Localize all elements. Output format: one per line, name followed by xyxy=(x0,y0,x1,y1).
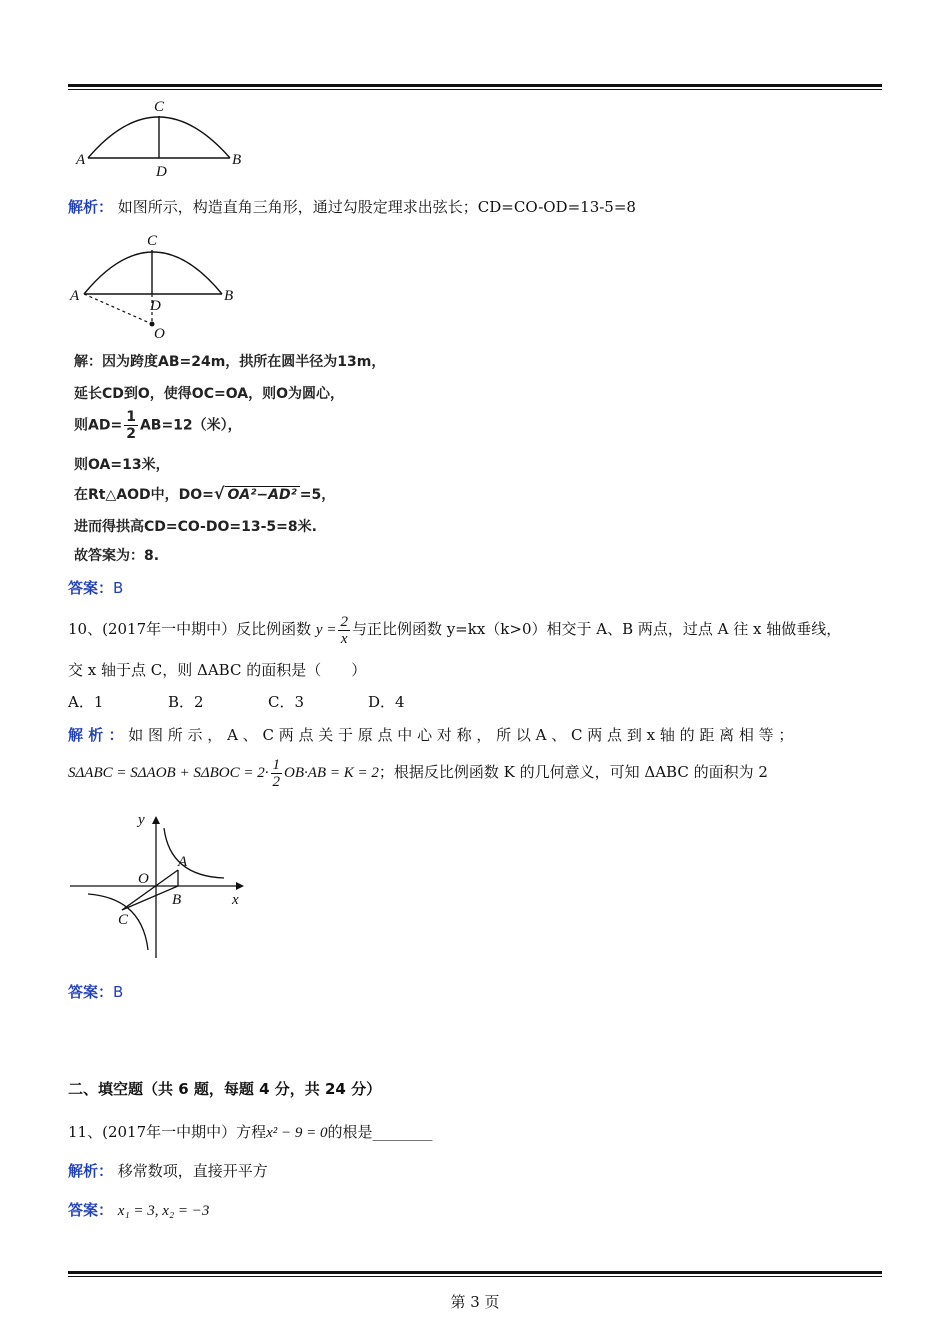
area-formula: SΔABC = SΔAOB + SΔBOC = 2· xyxy=(68,765,269,781)
answer-label: 答案： xyxy=(68,579,114,597)
func-fraction xyxy=(338,614,350,647)
option-c: C．3 xyxy=(268,693,305,711)
solution-line-4: 则OA=13米， xyxy=(74,457,170,473)
label-b: B xyxy=(232,152,242,168)
formula-tail: ；根据反比例函数 K 的几何意义，可知 ΔABC 的面积为 2 xyxy=(378,763,768,781)
hyperbola-q1 xyxy=(164,828,224,878)
label-y: y xyxy=(138,812,145,828)
q11-stem-pre: 11、(2017年一中期中）方程 xyxy=(68,1123,267,1141)
answer-value: B xyxy=(113,983,124,1001)
answer-label: 答案： xyxy=(68,983,114,1001)
func-den: x xyxy=(340,630,348,647)
q10-options xyxy=(68,692,468,712)
footer-rule-thin xyxy=(68,1276,882,1277)
analysis-label: 解析： xyxy=(68,198,114,216)
q10-stem-pre: 10、(2017年一中期中）反比例函数 xyxy=(68,620,312,638)
analysis-label: 解 析 ： xyxy=(68,726,124,744)
header-rule-thin xyxy=(68,89,882,90)
solution-line-5: 在Rt△AOD中，DO=√ OA²−AD² =5， xyxy=(74,484,336,503)
page-number: 第 3 页 xyxy=(450,1293,500,1311)
q10-answer xyxy=(68,982,123,1002)
func-lhs: y = xyxy=(315,622,337,638)
analysis-text: 如 图 所 示 ， A 、 C 两 点 关 于 原 点 中 心 对 称 ， 所 以 A 、 C 两 点 到 x 轴 的 距 离 相 等 ； xyxy=(128,726,794,744)
formula-den: 2 xyxy=(272,773,281,790)
arch-figure xyxy=(70,96,260,186)
q11-stem xyxy=(68,1122,433,1143)
formula-fraction xyxy=(271,757,283,790)
q10-stem-mid: 与正比例函数 y=kx（k>0）相交于 A、B 两点，过点 A 往 x 轴做垂线， xyxy=(351,620,842,638)
option-a: A．1 xyxy=(68,693,104,711)
label-o: O xyxy=(138,871,149,887)
q10-formula xyxy=(68,752,768,793)
hyperbola-graph xyxy=(66,810,256,962)
q11-answer xyxy=(68,1200,209,1221)
label-d: D xyxy=(150,298,161,314)
fraction-num: 1 xyxy=(126,409,136,425)
analysis-text: 如图所示，构造直角三角形，通过勾股定理求出弦长；CD=CO-OD=13-5=8 xyxy=(117,198,636,216)
label-b: B xyxy=(224,288,234,304)
solution-line-6: 进而得拱高CD=CO-DO=13-5=8米. xyxy=(74,519,317,535)
sqrt-expression: OA²−AD² xyxy=(225,486,300,503)
radius-ao xyxy=(84,294,152,324)
arch-curve xyxy=(84,252,222,294)
fraction-half xyxy=(124,409,138,442)
answer-value: B xyxy=(113,579,124,597)
arch-circle-figure xyxy=(64,230,254,342)
label-c: C xyxy=(154,99,165,115)
area-formula-post: OB·AB = K = 2 xyxy=(284,765,379,781)
y-axis-arrow xyxy=(152,816,160,824)
option-d: D．4 xyxy=(368,693,405,711)
answer-value: x₁ = 3, x₂ = −3 xyxy=(117,1203,210,1219)
answer-label: 答案： xyxy=(68,1201,114,1219)
formula-num: 1 xyxy=(272,756,281,773)
option-b: B．2 xyxy=(168,693,204,711)
label-c: C xyxy=(118,912,129,928)
solution-line-2: 延长CD到O，使得OC=OA，则O为圆心， xyxy=(74,386,344,402)
footer-rule xyxy=(68,1271,882,1274)
q11-stem-post: 的根是________ xyxy=(327,1123,433,1141)
func-num: 2 xyxy=(340,613,348,630)
solution-line-1: 解：因为跨度AB=24m，拱所在圆半径为13m， xyxy=(74,354,386,370)
solution-line-3 xyxy=(74,409,242,442)
q11-analysis xyxy=(68,1161,268,1181)
solution-line-5-pre: 在Rt△AOD中，DO= xyxy=(74,487,214,503)
q11-equation: x² − 9 = 0 xyxy=(266,1125,328,1141)
q9-answer xyxy=(68,578,123,598)
x-axis-arrow xyxy=(236,882,244,890)
q10-stem xyxy=(68,612,841,647)
label-b: B xyxy=(172,892,182,908)
section-heading: 二、填空题（共 6 题，每题 4 分，共 24 分） xyxy=(68,1080,382,1098)
q10-stem-line2: 交 x 轴于点 C，则 ΔABC 的面积是（ ） xyxy=(68,661,367,679)
analysis-text: 移常数项，直接开平方 xyxy=(117,1162,268,1180)
analysis-label: 解析： xyxy=(68,1162,114,1180)
label-a: A xyxy=(178,854,188,870)
label-a: A xyxy=(70,288,80,304)
label-o: O xyxy=(154,326,165,342)
solution-line-3-pre: 则AD= xyxy=(74,417,123,434)
label-x: x xyxy=(232,892,239,908)
q10-analysis xyxy=(68,725,793,745)
q9-analysis xyxy=(68,197,636,217)
solution-line-7: 故答案为：8. xyxy=(74,548,160,564)
fraction-den: 2 xyxy=(126,426,136,442)
label-c: C xyxy=(147,233,158,249)
solution-line-3-post: AB=12（米）， xyxy=(139,417,242,434)
label-d: D xyxy=(156,164,167,180)
header-rule xyxy=(68,84,882,87)
solution-line-5-post: =5， xyxy=(299,487,336,503)
label-a: A xyxy=(76,152,86,168)
